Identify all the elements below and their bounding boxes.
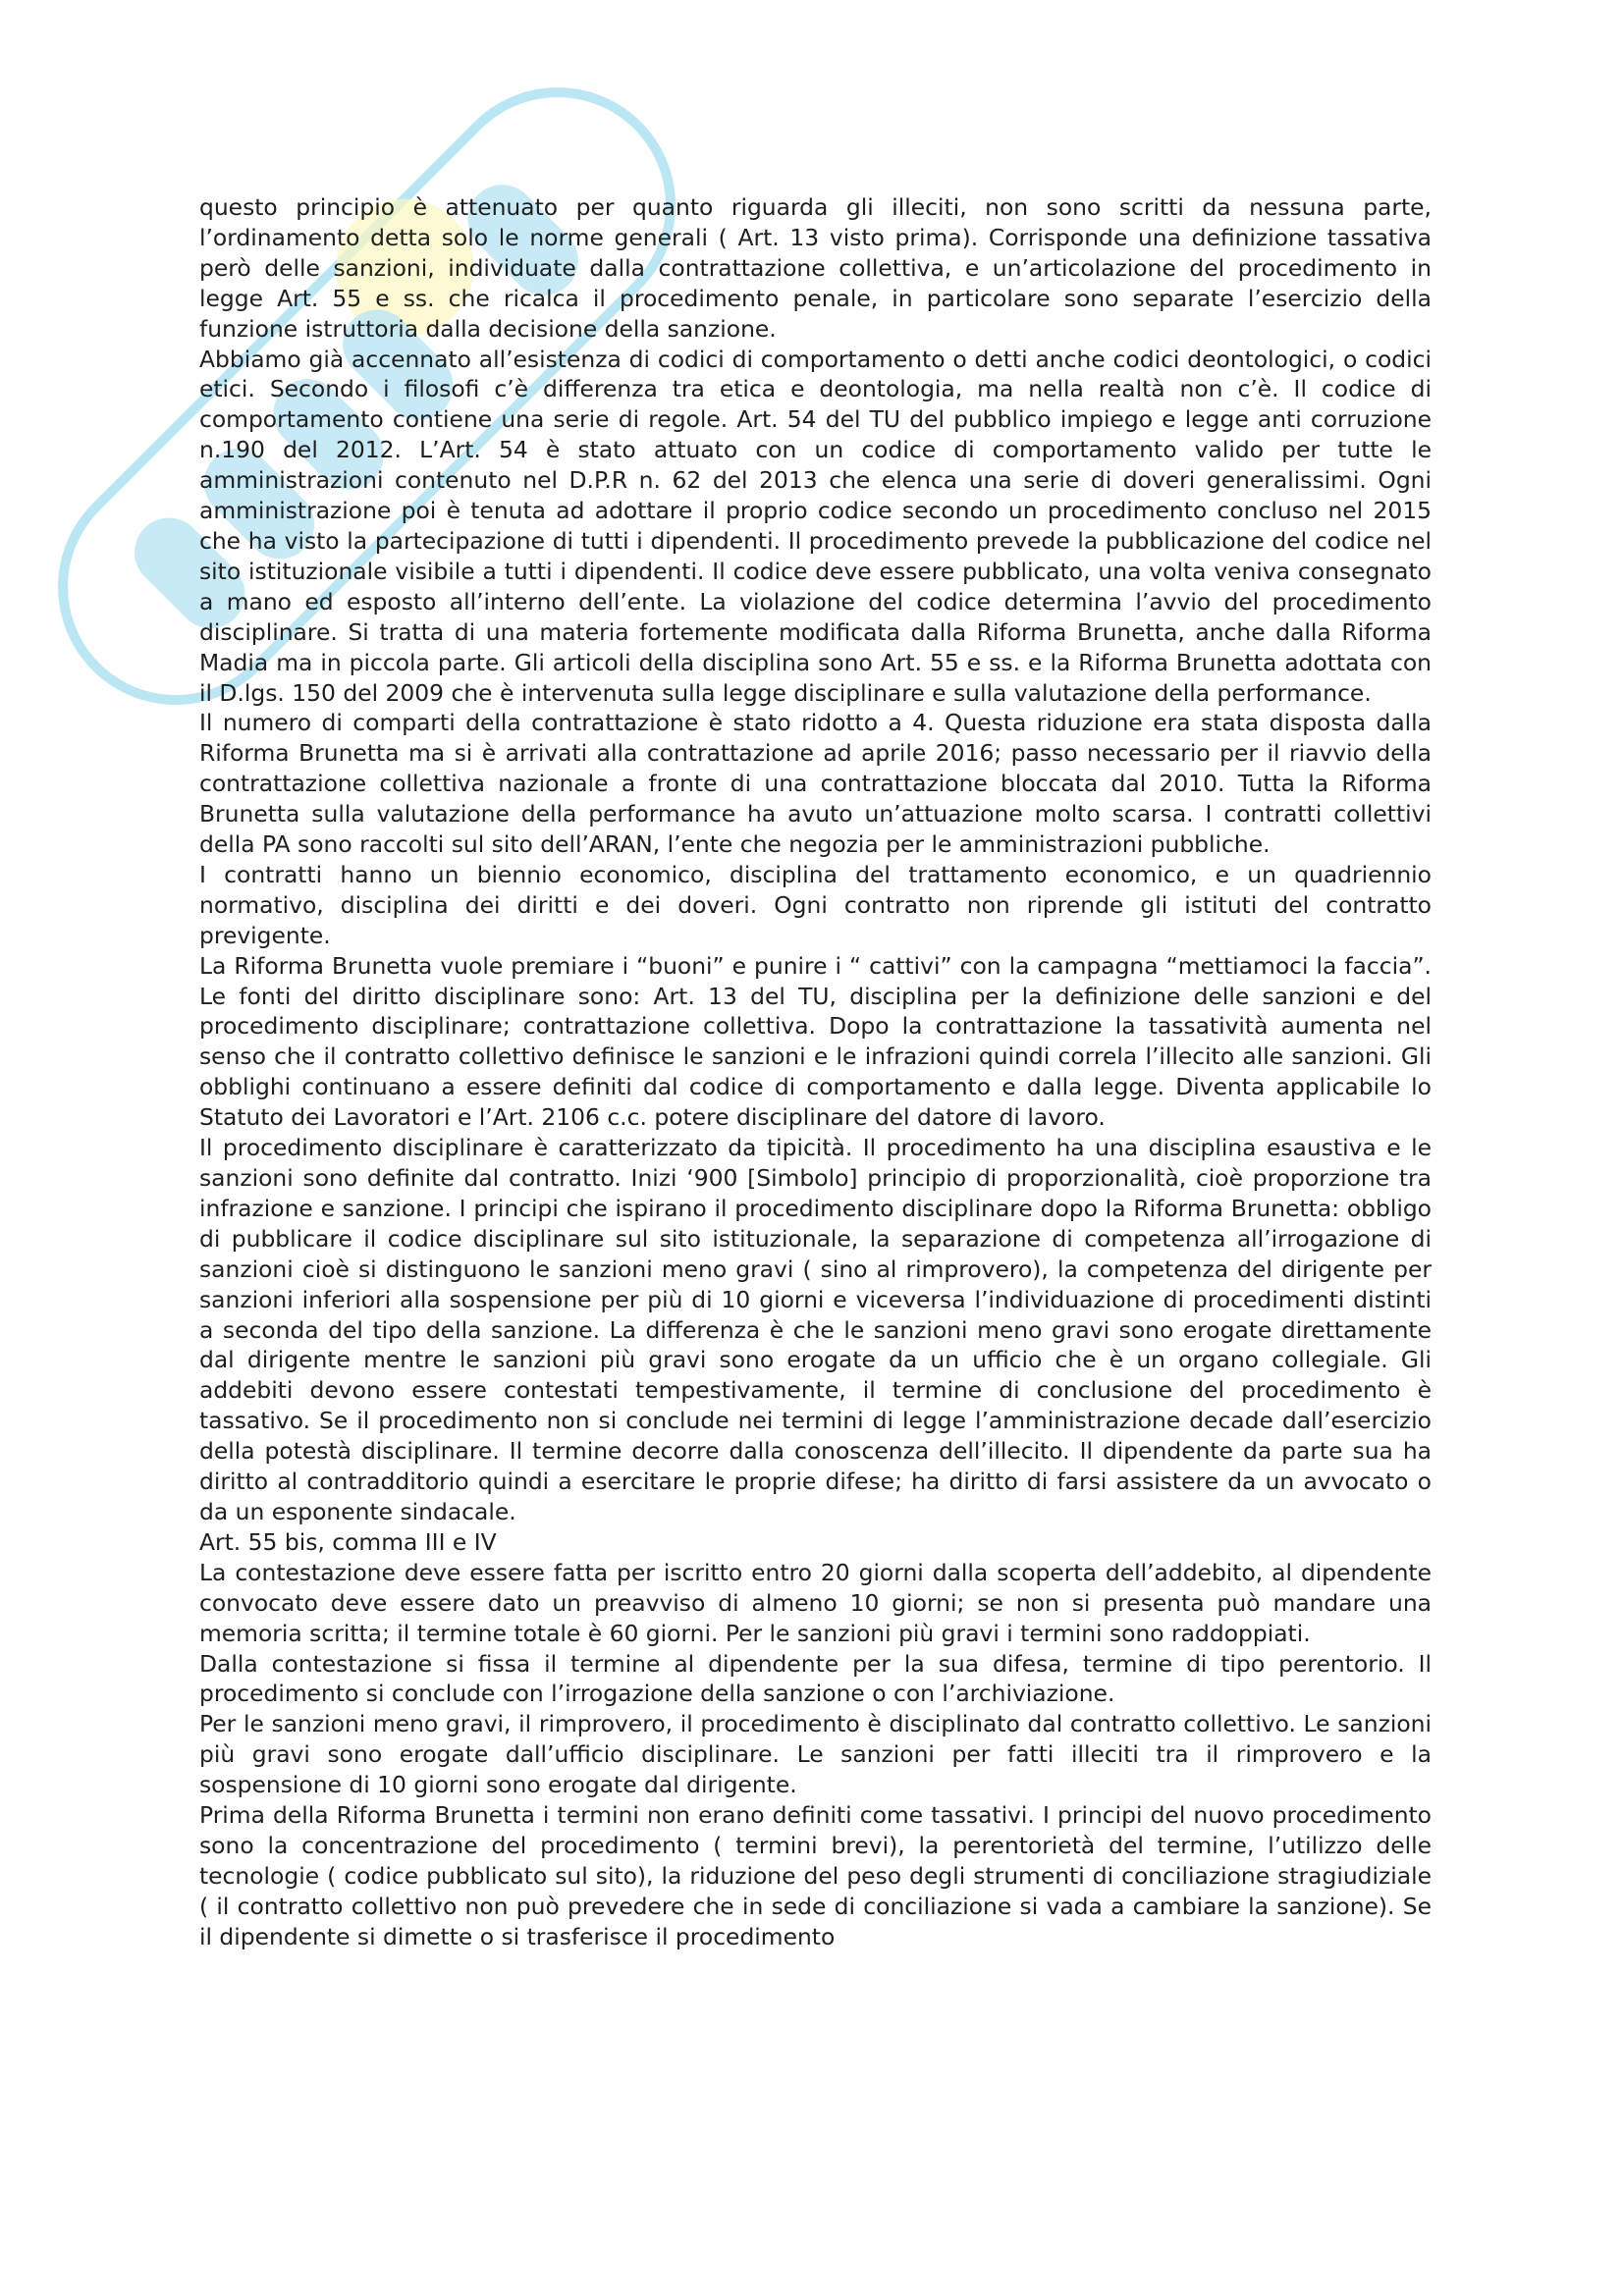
paragraph: La Riforma Brunetta vuole premiare i “buoni” e punire i “ cattivi” con la campagna “mettiamoci la faccia”. Le fonti del diritto disciplinare sono: Art. 13 del TU, disciplina per la definizione delle sanzioni e del procedimento disciplinare; contrattazione collettiva. Dopo la contrattazione la tassatività aumenta nel senso che il contratto collettivo definisce le sanzioni e le infrazioni quindi correla l’illecito alle sanzioni. Gli obblighi continuano a essere definiti dal codice di comportamento e dalla legge. Diventa applicabile lo Statuto dei Lavoratori e l’Art. 2106 c.c. potere disciplinare del datore di lavoro. [199,951,1432,1132]
document-body [199,192,1432,1952]
paragraph: questo principio è attenuato per quanto riguarda gli illeciti, non sono scritti da nessuna parte, l’ordinamento detta solo le norme generali ( Art. 13 visto prima). Corrisponde una definizione tassativa però delle sanzioni, individuate dalla contrattazione collettiva, e un’articolazione del procedimento in legge Art. 55 e ss. che ricalca il procedimento penale, in particolare sono separate l’esercizio della funzione istruttoria dalla decisione della sanzione. [199,193,1432,343]
paragraph: Abbiamo già accennato all’esistenza di codici di comportamento o detti anche codici deontologici, o codici etici. Secondo i filosofi c’è differenza tra etica e deontologia, ma nella realtà non c’è. Il codice di comportamento contiene una serie di regole. Art. 54 del TU del pubblico impiego e legge anti corruzione n.190 del 2012. L’Art. 54 è stato attuato con un codice di comportamento valido per tutte le amministrazioni contenuto nel D.P.R n. 62 del 2013 che elenca una serie di doveri generalissimi. Ogni amministrazione poi è tenuta ad adottare il proprio codice secondo un procedimento concluso nel 2015 che ha visto la partecipazione di tutti i dipendenti. Il procedimento prevede la pubblicazione del codice nel sito istituzionale visibile a tutti i dipendenti. Il codice deve essere pubblicato, una volta veniva consegnato a mano ed esposto all’interno dell’ente. La violazione del codice determina l’avvio del procedimento disciplinare. Si tratta di una materia fortemente modificata dalla Riforma Brunetta, anche dalla Riforma Madia ma in piccola parte. Gli articoli della disciplina sono Art. 55 e ss. e la Riforma Brunetta adottata con il D.lgs. 150 del 2009 che è intervenuta sulla legge disciplinare e sulla valutazione della performance. [199,345,1432,707]
paragraph: Per le sanzioni meno gravi, il rimprovero, il procedimento è disciplinato dal contratto collettivo. Le sanzioni più gravi sono erogate dall’ufficio disciplinare. Le sanzioni per fatti illeciti tra il rimprovero e la sospensione di 10 giorni sono erogate dal dirigente. [199,1710,1432,1799]
paragraph: Prima della Riforma Brunetta i termini non erano definiti come tassativi. I principi del nuovo procedimento sono la concentrazione del procedimento ( termini brevi), la perentorietà del termine, l’utilizzo delle tecnologie ( codice pubblicato sul sito), la riduzione del peso degli strumenti di conciliazione stragiudiziale ( il contratto collettivo non può prevedere che in sede di conciliazione si vada a cambiare la sanzione). Se il dipendente si dimette o si trasferisce il procedimento [199,1801,1432,1950]
section-heading: Art. 55 bis, comma III e IV [199,1527,497,1556]
paragraph: Il procedimento disciplinare è caratterizzato da tipicità. Il procedimento ha una disciplina esaustiva e le sanzioni sono definite dal contratto. Inizi ‘900 [Simbolo] principio di proporzionalità, cioè proporzione tra infrazione e sanzione. I principi che ispirano il procedimento disciplinare dopo la Riforma Brunetta: obbligo di pubblicare il codice disciplinare sul sito istituzionale, la separazione di competenza all’irrogazione di sanzioni cioè si distinguono le sanzioni meno gravi ( sino al rimprovero), la competenza del dirigente per sanzioni inferiori alla sospensione per più di 10 giorni e viceversa l’individuazione di procedimenti distinti a seconda del tipo della sanzione. La differenza è che le sanzioni meno gravi sono erogate direttamente dal dirigente mentre le sanzioni più gravi sono erogate da un ufficio che è un organo collegiale. Gli addebiti devono essere contestati tempestivamente, il termine di conclusione del procedimento è tassativo. Se il procedimento non si conclude nei termini di legge l’amministrazione decade dall’esercizio della potestà disciplinare. Il termine decorre dalla conoscenza dell’illecito. Il dipendente da parte sua ha diritto al contradditorio quindi a esercitare le proprie difese; ha diritto di farsi assistere da un avvocato o da un esponente sindacale. [199,1134,1432,1525]
paragraph: La contestazione deve essere fatta per iscritto entro 20 giorni dalla scoperta dell’addebito, al dipendente convocato deve essere dato un preavviso di almeno 10 giorni; se non si presenta può mandare una memoria scritta; il termine totale è 60 giorni. Per le sanzioni più gravi i termini sono raddoppiati. [199,1558,1432,1647]
paragraph: I contratti hanno un biennio economico, disciplina del trattamento economico, e un quadriennio normativo, disciplina dei diritti e dei doveri. Ogni contratto non riprende gli istituti del contratto previgente. [199,860,1432,949]
paragraph: Dalla contestazione si fissa il termine al dipendente per la sua difesa, termine di tipo perentorio. Il procedimento si conclude con l’irrogazione della sanzione o con l’archiviazione. [199,1649,1432,1708]
paragraph: Il numero di comparti della contrattazione è stato ridotto a 4. Questa riduzione era stata disposta dalla Riforma Brunetta ma si è arrivati alla contrattazione ad aprile 2016; passo necessario per il riavvio della contrattazione collettiva nazionale a fronte di una contrattazione bloccata dal 2010. Tutta la Riforma Brunetta sulla valutazione della performance ha avuto un’attuazione molto scarsa. I contratti collettivi della PA sono raccolti sul sito dell’ARAN, l’ente che negozia per le amministrazioni pubbliche. [199,709,1432,859]
